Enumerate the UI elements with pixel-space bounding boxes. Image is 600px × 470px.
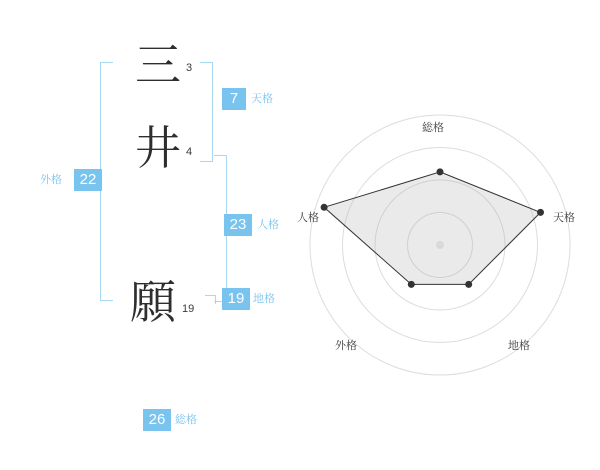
tenkaku-bracket xyxy=(200,62,213,162)
score-badge-jinkaku: 23 xyxy=(224,214,252,236)
score-label-jinkaku: 人格 xyxy=(257,219,279,231)
score-badge-chikaku: 19 xyxy=(222,288,250,310)
chikaku-bracket xyxy=(205,295,216,304)
radar-axis-label-2: 地格 xyxy=(508,340,530,352)
score-label-chikaku: 地格 xyxy=(253,293,275,305)
kanji-char-1: 三 xyxy=(135,38,181,92)
radar-axis-label-4: 人格 xyxy=(297,212,319,224)
score-label-tenkaku: 天格 xyxy=(251,93,273,105)
radar-axis-label-3: 外格 xyxy=(335,340,357,352)
radar-center-dot xyxy=(436,241,444,249)
score-label-soukaku: 総格 xyxy=(175,414,197,426)
stroke-count-2: 4 xyxy=(186,146,193,158)
kanji-char-3: 願 xyxy=(130,275,176,329)
radar-chart xyxy=(297,105,580,390)
score-badge-tenkaku: 7 xyxy=(222,88,246,110)
score-label-gaikaku: 外格 xyxy=(40,174,62,186)
radar-axis-label-1: 天格 xyxy=(553,212,575,224)
stroke-count-3: 19 xyxy=(182,303,195,315)
kanji-char-2: 井 xyxy=(135,121,181,175)
radar-area xyxy=(324,172,540,285)
stroke-count-1: 3 xyxy=(186,62,193,74)
score-badge-soukaku: 26 xyxy=(143,409,171,431)
radar-axis-label-0: 総格 xyxy=(422,122,444,134)
score-badge-gaikaku: 22 xyxy=(74,169,102,191)
